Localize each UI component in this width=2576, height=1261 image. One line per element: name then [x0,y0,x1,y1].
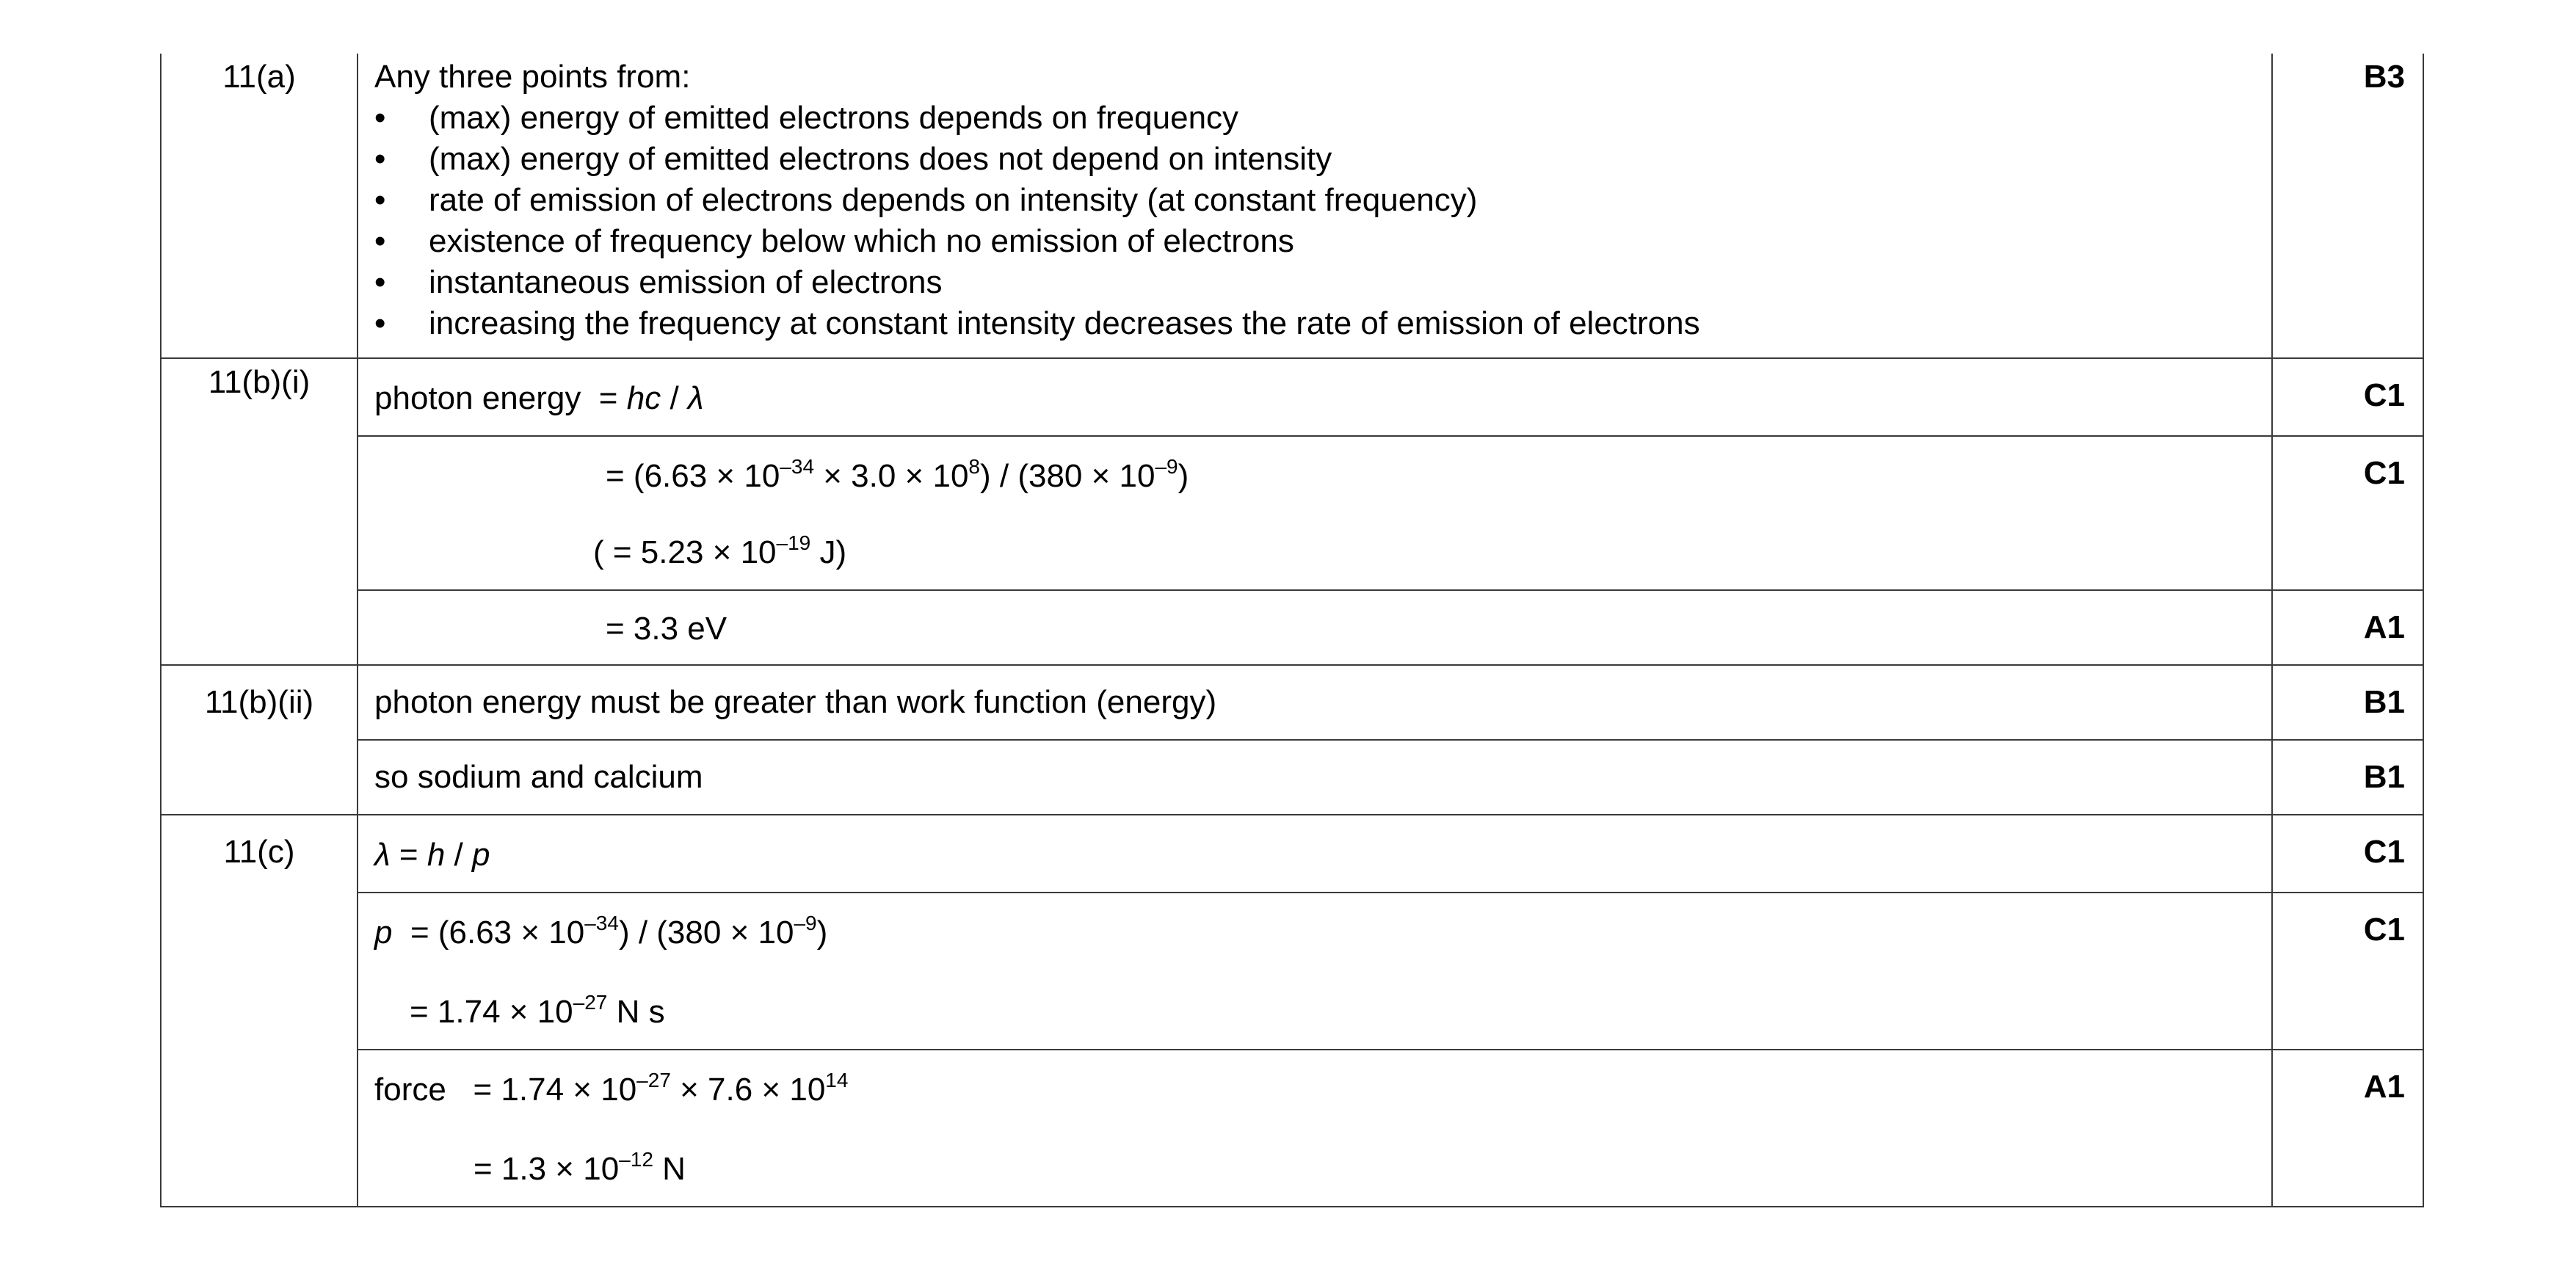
bullet-point: • existence of frequency below which no emission of electrons [374,221,2255,262]
bullet-point: • (max) energy of emitted electrons does not depend on intensity [374,139,2255,180]
row-11bi-3 [161,590,2423,665]
question-number: 11(a) [161,54,358,358]
row-11bii-1 [161,665,2423,740]
bullet-icon [374,221,429,262]
row-11c-1 [161,815,2423,893]
row-11c-3 [161,1050,2423,1207]
bullet-point: • instantaneous emission of electrons [374,262,2255,303]
bullet-point: • (max) energy of emitted electrons depends on frequency [374,98,2255,139]
answer-cell: photon energy = hc / λ [358,358,2272,436]
answer-cell: $p = (6.63 \times 10^{-34}) / (380 \times 10^{-9})$ = $1.74 \times 10^{-27}$ N s [358,893,2272,1050]
mark-cell: B1 [2272,740,2423,815]
question-number: 11(b)(i) [161,358,358,665]
mark-scheme-table [160,54,2424,1207]
bullet-icon [374,262,429,303]
answer-cell [358,54,2272,358]
mark-cell: A1 [2272,1050,2423,1207]
row-11bi-2 [161,436,2423,590]
question-number: 11(b)(ii) [161,665,358,815]
mark-cell: C1 [2272,815,2423,893]
mark-cell: B3 [2272,54,2423,358]
mark-cell: A1 [2272,590,2423,665]
row-11bi-1 [161,358,2423,436]
answer-cell: = 3.3 eV [358,590,2272,665]
mark-cell: C1 [2272,358,2423,436]
bullet-icon [374,303,429,344]
row-11bii-2 [161,740,2423,815]
answer-cell: λ = h / p [358,815,2272,893]
answer-cell: = $(6.63 \times 10^{-34} \times 3.0 \times 10^8) / (380 \times 10^{-9})$ ( = $5.23 \times 10^{-19}$ J) [358,436,2272,590]
bullet-icon [374,180,429,221]
row-11c-2 [161,893,2423,1050]
bullet-point: • increasing the frequency at constant intensity decreases the rate of emission of electrons [374,303,2255,344]
bullet-icon [374,98,429,139]
answer-cell: force = $1.74 \times 10^{-27} \times 7.6 \times 10^{14}$ = $1.3 \times 10^{-12}$ N [358,1050,2272,1207]
bullet-point: • rate of emission of electrons depends on intensity (at constant frequency) [374,180,2255,221]
mark-cell: C1 [2272,436,2423,590]
answer-cell: photon energy must be greater than work function (energy) [358,665,2272,740]
answer-intro: Any three points from: [374,59,691,95]
question-number: 11(c) [161,815,358,1207]
row-11a [161,54,2423,358]
mark-cell: B1 [2272,665,2423,740]
mark-cell: C1 [2272,893,2423,1050]
answer-cell: so sodium and calcium [358,740,2272,815]
bullet-icon [374,139,429,180]
